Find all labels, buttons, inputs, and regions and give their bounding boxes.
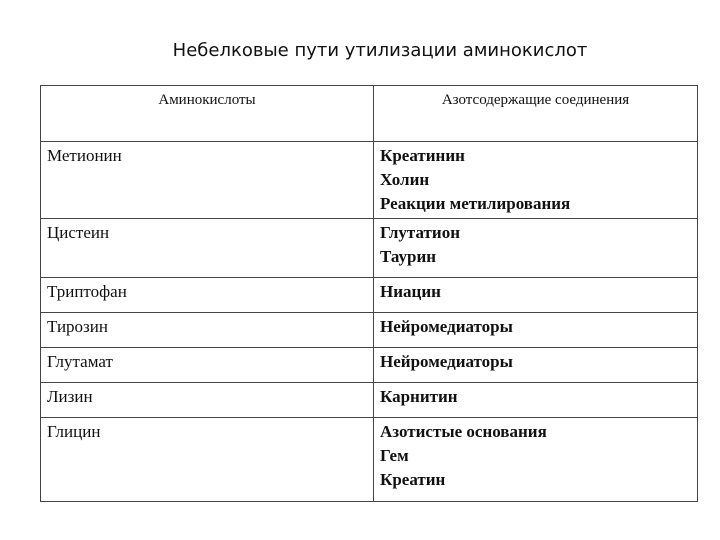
table-row — [41, 278, 698, 313]
amino-acid-cell: Лизин — [41, 383, 374, 418]
compound-item: Карнитин — [380, 387, 458, 406]
compounds-cell — [374, 383, 698, 418]
compounds-cell — [374, 418, 698, 502]
compound-item: Ниацин — [380, 282, 441, 301]
amino-acid-cell: Глутамат — [41, 348, 374, 383]
table-row — [41, 348, 698, 383]
compound-item: Азотистые основания — [380, 422, 547, 441]
table-body — [41, 142, 698, 502]
compound-item: Креатинин — [380, 146, 465, 165]
compound-item: Креатин — [380, 470, 446, 489]
compound-item: Глутатион — [380, 223, 460, 242]
compound-item: Нейромедиаторы — [380, 352, 513, 371]
amino-acid-cell: Метионин — [41, 142, 374, 219]
compound-item: Таурин — [380, 247, 437, 266]
amino-acid-cell: Цистеин — [41, 219, 374, 278]
column-header-amino-acids: Аминокислоты — [41, 86, 374, 142]
amino-acid-cell: Глицин — [41, 418, 374, 502]
compounds-cell — [374, 348, 698, 383]
compounds-cell — [374, 142, 698, 219]
table-header-row — [41, 86, 698, 142]
amino-acid-cell: Триптофан — [41, 278, 374, 313]
compound-item: Нейромедиаторы — [380, 317, 513, 336]
table-row — [41, 313, 698, 348]
table-row — [41, 418, 698, 502]
column-header-compounds: Азотсодержащие соединения — [374, 86, 698, 142]
compound-item: Холин — [380, 170, 430, 189]
compounds-cell — [374, 219, 698, 278]
amino-acid-cell: Тирозин — [41, 313, 374, 348]
compounds-cell — [374, 313, 698, 348]
table-row — [41, 383, 698, 418]
compound-item: Гем — [380, 446, 409, 465]
compound-item: Реакции метилирования — [380, 194, 571, 213]
amino-acid-table — [40, 85, 698, 502]
table-row — [41, 142, 698, 219]
page-title: Небелковые пути утилизации аминокислот — [172, 40, 588, 61]
table-row — [41, 219, 698, 278]
compounds-cell — [374, 278, 698, 313]
